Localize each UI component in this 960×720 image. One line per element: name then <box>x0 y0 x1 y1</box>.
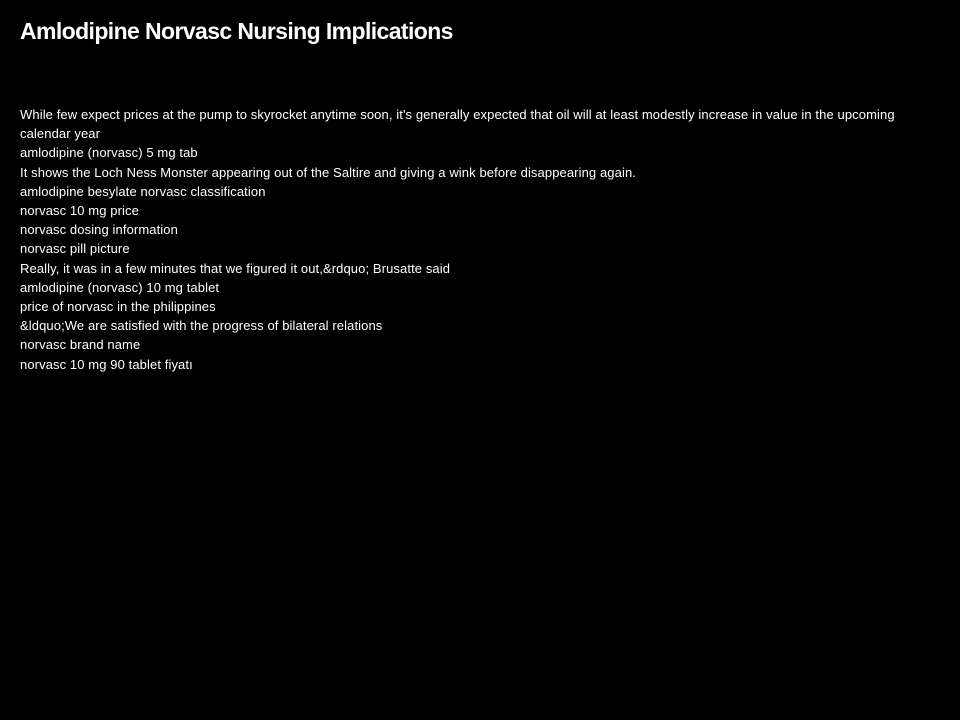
body-line-price-forecast: While few expect prices at the pump to skyrocket anytime soon, it's generally expected that oil will at least modestly increase in value in the upcoming calendar year <box>20 107 895 142</box>
body-line-10mg-tablet: amlodipine (norvasc) 10 mg tablet <box>20 279 220 295</box>
body-line-brand-name: norvasc brand name <box>20 337 141 353</box>
page-title: Amlodipine Norvasc Nursing Implications <box>20 18 453 44</box>
body-line-10mg-price: norvasc 10 mg price <box>20 203 139 219</box>
body-line-dosing-info: norvasc dosing information <box>20 222 178 238</box>
body-line-loch-ness: It shows the Loch Ness Monster appearing out of the Saltire and giving a wink before disappearing again. <box>20 164 636 180</box>
body-line-bilateral-quote: &ldquo;We are satisfied with the progress of bilateral relations <box>20 318 383 334</box>
body-line-90-tablet: norvasc 10 mg 90 tablet fiyatı <box>20 356 193 372</box>
body-line-brusatte-quote: Really, it was in a few minutes that we figured it out,&rdquo; Brusatte said <box>20 260 451 276</box>
body-line-classification: amlodipine besylate norvasc classification <box>20 183 266 199</box>
body-line-5mg-tab: amlodipine (norvasc) 5 mg tab <box>20 145 198 161</box>
body-line-pill-picture: norvasc pill picture <box>20 241 130 257</box>
slide-body <box>20 105 940 374</box>
body-line-philippines-price: price of norvasc in the philippines <box>20 299 216 315</box>
